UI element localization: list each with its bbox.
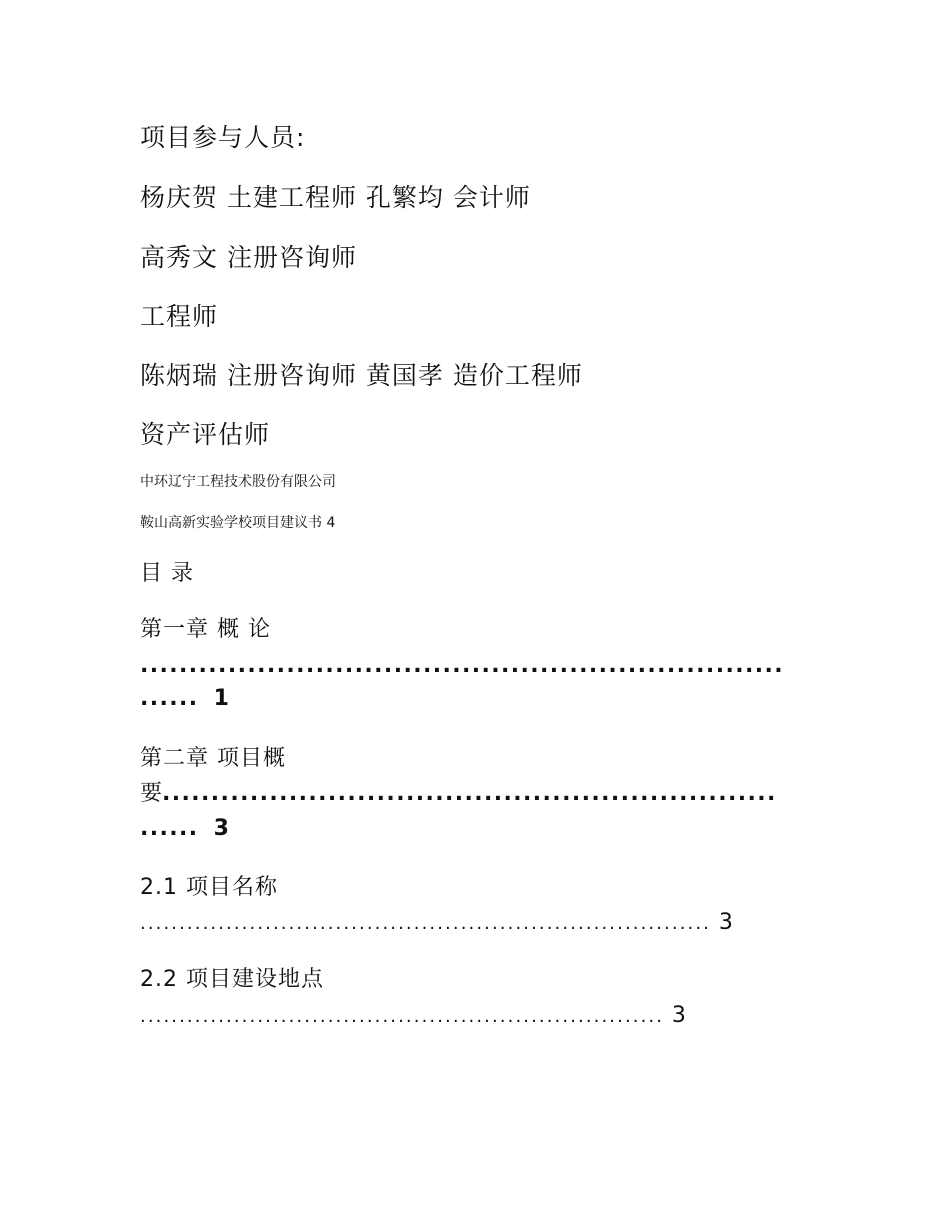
toc-chapter2-page: 3	[213, 816, 231, 841]
toc-section-2-2-page: 3	[671, 1003, 686, 1028]
toc-section-2-2-line	[140, 1005, 686, 1027]
toc-section-2-2-leader: ...................................................................	[140, 1006, 665, 1027]
company-name: 中环辽宁工程技术股份有限公司	[140, 474, 336, 490]
participants-line-4: 陈炳瑞 注册咨询师 黄国孝 造价工程师	[140, 361, 583, 390]
participants-line-2: 高秀文 注册咨询师	[140, 243, 357, 272]
toc-chapter2-leader-cont	[140, 818, 230, 840]
toc-chapter2-title: 第二章 项目概	[140, 746, 286, 771]
toc-section-2-1-page: 3	[718, 910, 733, 935]
toc-chapter1-leader-cont	[140, 688, 230, 710]
toc-chapter2-leader: ...............................................................	[162, 781, 777, 806]
toc-heading: 目 录	[140, 561, 194, 586]
toc-chapter2-line2	[140, 783, 777, 805]
toc-chapter2-title-cont: 要	[140, 781, 163, 806]
toc-chapter1-page: 1	[213, 686, 231, 711]
toc-chapter1-leader: ..................................................................	[140, 653, 784, 678]
toc-section-2-2-title: 2.2 项目建设地点	[140, 967, 324, 992]
participants-line-3: 工程师	[140, 302, 219, 331]
toc-chapter2-leader-end: ......	[140, 816, 199, 841]
toc-section-2-1-line	[140, 912, 733, 934]
toc-chapter1-leader-end: ......	[140, 686, 199, 711]
toc-chapter1-title: 第一章 概 论	[140, 617, 271, 642]
document-title: 鞍山高新实验学校项目建议书 4	[140, 515, 336, 531]
toc-section-2-1-leader: .........................................................................	[140, 913, 711, 934]
toc-section-2-1-title: 2.1 项目名称	[140, 875, 278, 900]
participants-line-5: 资产评估师	[140, 420, 271, 449]
participants-line-1: 杨庆贺 土建工程师 孔繁均 会计师	[140, 183, 531, 212]
participants-heading: 项目参与人员:	[140, 123, 306, 152]
